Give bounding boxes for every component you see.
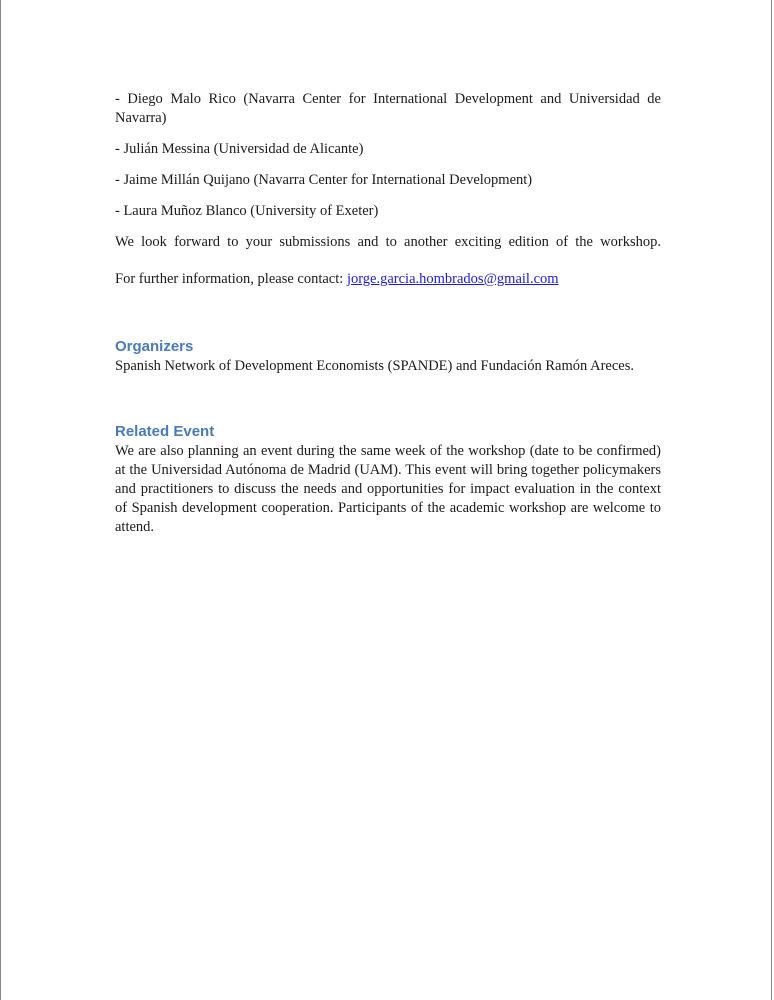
committee-member-4: - Laura Muñoz Blanco (University of Exeter)	[115, 203, 379, 219]
organizers-text: Spanish Network of Development Economists (SPANDE) and Fundación Ramón Areces.	[115, 358, 634, 374]
committee-member-1: - Diego Malo Rico (Navarra Center for International Development and Universidad de Navarra)	[115, 91, 661, 126]
contact-line	[115, 270, 661, 289]
organizers-heading: Organizers	[115, 338, 194, 355]
contact-email-link[interactable]: jorge.garcia.hombrados@gmail.com	[346, 271, 559, 287]
related-event-text: We are also planning an event during the same week of the workshop (date to be confirmed) at the Universidad Autónoma de Madrid (UAM). This event will bring together policymakers and practitioners to discuss the needs and opportunities for impact evaluation in the context of Spanish development cooperation. Participants of the academic workshop are welcome to attend.	[115, 443, 661, 535]
page-content	[115, 90, 661, 537]
contact-label: For further information, please contact:	[115, 271, 347, 287]
committee-member-3: - Jaime Millán Quijano (Navarra Center for International Development)	[115, 172, 533, 188]
closing-paragraph: We look forward to your submissions and to another exciting edition of the workshop.	[115, 234, 661, 250]
committee-member-2: - Julián Messina (Universidad de Alicante)	[115, 141, 364, 157]
related-event-heading: Related Event	[115, 423, 215, 440]
